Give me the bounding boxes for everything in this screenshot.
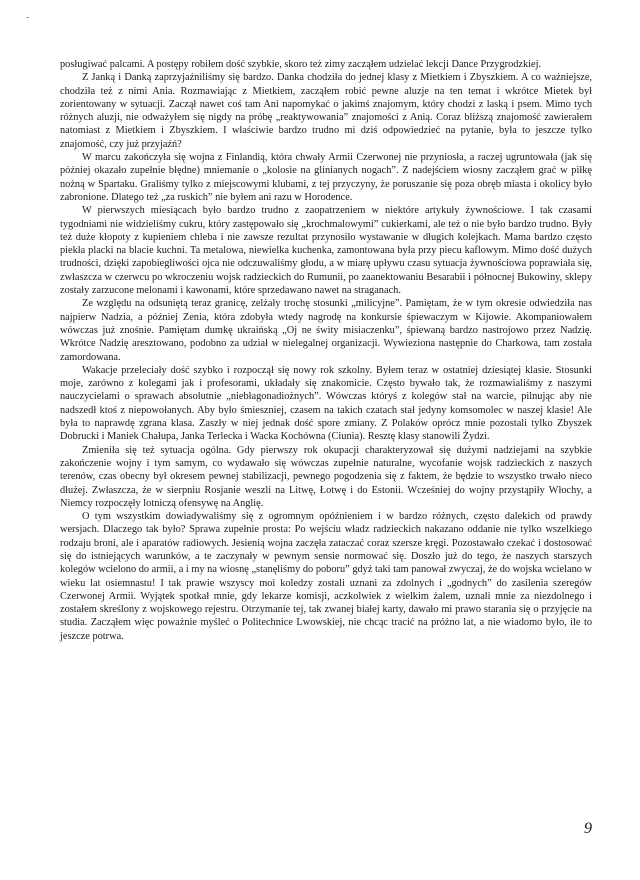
paragraph: Wakacje przeleciały dość szybko i rozpoczął się nowy rok szkolny. Byłem teraz w ostatniej dziesiątej klasie. Stosunki moje, zarówno z kolegami jak i profesorami, układały się znakomicie. Często bywało tak, że rozmawialiśmy z naszymi nauczycielami o sprawach absolutnie „niebłagonadiożnych”. Wówczas któryś z kolegów stał na warcie, pilnując aby nie nadszedł ktoś z niepowołanych. Aby było śmieszniej, czasem na takich czatach stał jedyny komsomolec w naszej klasie! Ale była to naprawdę zgrana klasa. Zaszły w niej jednak dość spore zmiany. Z Polaków oprócz mnie pozostali tylko Zbyszek Dobrucki i Maniek Chałupa, Janka Terlecka i Wacka Kochówna (Ciunia). Resztę klasy stanowili Żydzi. [60,364,592,443]
paragraph: Ze względu na odsuniętą teraz granicę, zelżały trochę stosunki „milicyjne”. Pamiętam, że w tym okresie odwiedziła nas najpierw Nadzia, a później Zenia, która zdobyła wtedy nagrodę na konkursie śpiewaczym w Kijowie. Akompaniowałem wówczas już znośnie. Pamiętam dumkę ukraińską „Oj ne świty misiaczenku”, śpiewaną bardzo nastrojowo przez Nadzię. Wkrótce Nadzię aresztowano, podobno za udział w nielegalnej organizacji. Wywieziona następnie do Charkowa, tam została zamordowana. [60,298,592,363]
scan-mark: - [26,12,30,23]
paragraph: O tym wszystkim dowiadywaliśmy się z ogromnym opóźnieniem i w bardzo różnych, często dalekich od prawdy wersjach. Dlaczego tak było? Sprawa zupełnie prosta: Po wejściu władz radzieckich nakazano oddanie nie tylko wszelkiego rodzaju broni, ale i aparatów radiowych. Jesienią wojna zaczęła zataczać coraz szersze kręgi. Pozostawało czekać i dostosować się do istniejących warunków, a te zaczynały w pewnym sensie normować się. Doszło już do tego, że naszych starszych kolegów wcielono do armii, a i my na wiosnę „stanęliśmy do poboru” gdyż taki tam panował zwyczaj, że do wojska wcielano w wieku lat osiemnastu! I tak prawie wszyscy moi koledzy zostali uznani za zdolnych i „godnych” do zasilenia szeregów Czerwonej Armii. Wyjątek spotkał mnie, gdy lekarze komisji, aczkolwiek z wielkim żalem, uznali mnie za niezdolnego i zostałem skreślony z wojskowego rejestru. Otrzymanie tej, tak zwanej białej karty, dawało mi prawo starania się o przyjęcie na studia. Zacząłem więc poważnie myśleć o Politechnice Lwowskiej, nie chcąc tracić na próżno lat, a nie wiadomo było, ile to jeszcze potrwa. [60,511,592,642]
paragraph: W marcu zakończyła się wojna z Finlandią, która chwały Armii Czerwonej nie przyniosła, a raczej ugruntowała (jak się później okazało zupełnie błędne) mniemanie o „kolosie na glinianych nogach”. Z nadejściem wiosny zacząłem grać w piłkę nożną w Spartaku. Graliśmy tylko z miejscowymi klubami, z tej przyczyny, że poruszanie się poza obręb miasta i okolicy było zabronione. Dlatego też „za ruskich” nie byłem ani razu w Horodence. [60,152,592,203]
page-number: 9 [584,820,592,837]
paragraph: posługiwać palcami. A postępy robiłem dość szybkie, skoro też zimy zacząłem udzielać lekcji Dance Przygrodzkiej. [60,59,542,70]
paragraph: Zmieniła się też sytuacja ogólna. Gdy pierwszy rok okupacji charakteryzował się dużymi nadziejami na szybkie zakończenie wojny i tym samym, co wydawało się wówczas zupełnie naturalne, wycofanie wojsk radzieckich z naszych terenów, czas obecny był okresem pewnej stabilizacji, pewnego pogodzenia się z faktem, że będzie to wszystko trwało nieco dłużej. Zwłaszcza, że w sierpniu Rosjanie weszli na Litwę, Łotwę i do Estonii. Wcześniej do wojny przystąpiły Włochy, a Niemcy rozpoczęły lotniczą ofensywę na Anglię. [60,444,592,509]
paragraph: W pierwszych miesiącach było bardzo trudno z zaopatrzeniem w niektóre artykuły żywnościowe. I tak czasami tygodniami nie widzieliśmy cukru, który zastępowało się „krochmalowymi” cukierkami, ale też o nie było bardzo trudno. Były też duże kłopoty z kupieniem chleba i nie zawsze rezultat przynosiło wystawanie w długich kolejkach. Mama bardzo często piekła placki na blacie kuchni. Ta metalowa, niewielka kuchenka, zamontowana była przy piecu kaflowym. Mimo dość dużych trudności, dzięki zapobiegliwości ojca nie odczuwaliśmy głodu, a w miarę upływu czasu sytuacja żywnościowa poprawiała się, zwłaszcza w czerwcu po wkroczeniu wojsk radzieckich do Rumunii, po zaanektowaniu Besarabii i północnej Bukowiny, sklepy zostały zarzucone melonami i kawonami, które sprzedawano nawet na straganach. [60,205,592,297]
document-page [60,58,592,643]
paragraph: Z Janką i Danką zaprzyjaźniliśmy się bardzo. Danka chodziła do jednej klasy z Mietkiem i Zbyszkiem. A co ważniejsze, chodziła też z nimi Ania. Rozmawiając z Mietkiem, zacząłem robić pewne aluzje na ten temat i wkrótce Mietek był zorientowany w sytuacji. Zaczął nawet coś tam Ani napomykać o jakimś znajomym, który chodzi z laską i psem. Mimo tych różnych aluzji, nie odważyłem się nigdy na próbę „reaktywowania” znajomości z Anią. Coraz bliższą znajomość zawierałem natomiast z Mietkiem i Zbyszkiem. I właściwie bardzo trudno mi dziś odpowiedzieć na pytanie, była to jeszcze tylko znajomość, czy już przyjaźń? [60,72,592,150]
